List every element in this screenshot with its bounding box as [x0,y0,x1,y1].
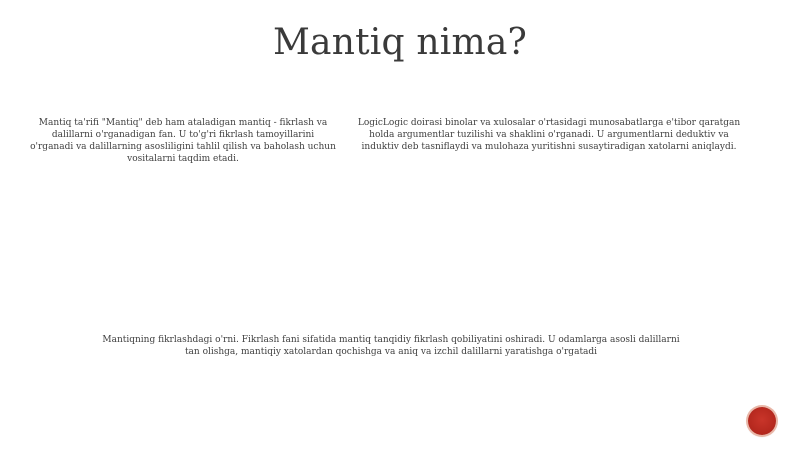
slide-title: Mantiq nima? [273,22,527,63]
text-block-definition: Mantiq ta'rifi "Mantiq" deb ham ataladigan mantiq - fikrlash va dalillarni o'rganadigan fan. U to'g'ri fikrlash tamoyillarini o'rganadi va dalillarning asosliligini tahlil qilish va baholash uchun vositalarni taqdim etadi. [30,118,336,164]
text-block-scope: LogicLogic doirasi binolar va xulosalar o'rtasidagi munosabatlarga e'tibor qaratgan holda argumentlar tuzilishi va shaklini o'rganadi. U argumentlarni deduktiv va induktiv deb tasniflaydi va mulohaza yuritishni susaytiradigan xatolarni aniqlaydi. [357,118,741,152]
text-block-role: Mantiqning fikrlashdagi o'rni. Fikrlash fani sifatida mantiq tanqidiy fikrlash qobiliyatini oshiradi. U odamlarga asosli dalillarni tan olishga, mantiqiy xatolardan qochishga va aniq va izchil dalillarni yaratishga o'rgatadi [102,335,680,357]
next-slide-button[interactable] [748,407,776,435]
